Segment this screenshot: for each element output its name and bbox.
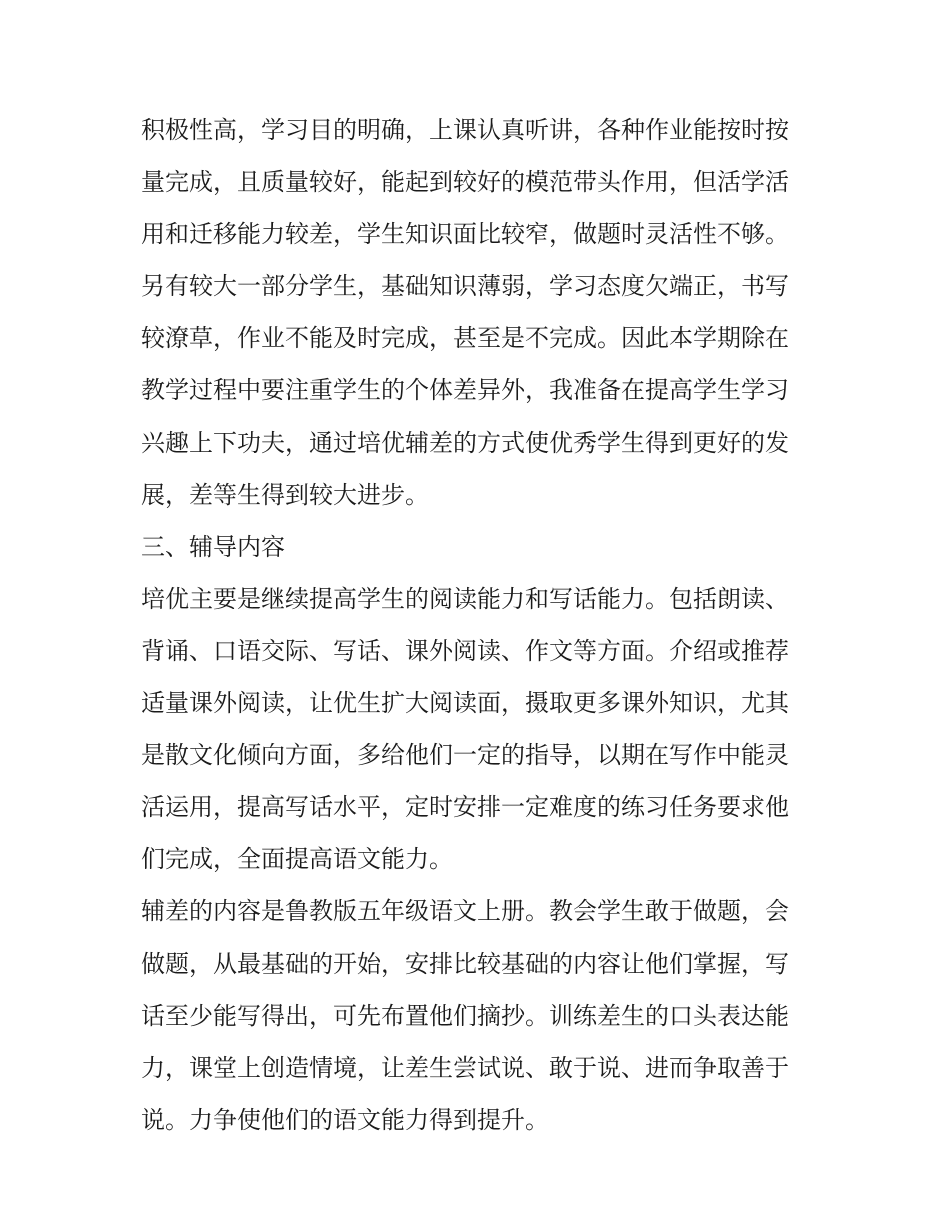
text-line: 较潦草，作业不能及时完成，甚至是不完成。因此本学期除在	[141, 324, 789, 353]
text-line: 们完成，全面提高语文能力。	[141, 845, 453, 874]
text-line: 说。力争使他们的语文能力得到提升。	[141, 1105, 549, 1134]
text-line: 教学过程中要注重学生的个体差异外，我准备在提高学生学习	[141, 376, 789, 405]
text-line: 是散文化倾向方面，多给他们一定的指导，以期在写作中能灵	[141, 741, 789, 770]
text-line: 力，课堂上创造情境，让差生尝试说、敢于说、进而争取善于	[141, 1053, 789, 1082]
text-line: 用和迁移能力较差，学生知识面比较窄，做题时灵活性不够。	[141, 220, 789, 249]
text-line: 做题，从最基础的开始，安排比较基础的内容让他们掌握，写	[141, 949, 789, 978]
text-line: 活运用，提高写话水平，定时安排一定难度的练习任务要求他	[141, 793, 789, 822]
section-heading: 三、辅导内容	[141, 532, 285, 561]
text-line: 另有较大一部分学生，基础知识薄弱，学习态度欠端正，书写	[141, 272, 789, 301]
text-line: 展，差等生得到较大进步。	[141, 480, 429, 509]
text-line: 辅差的内容是鲁教版五年级语文上册。教会学生敢于做题，会	[141, 897, 789, 926]
text-line: 背诵、口语交际、写话、课外阅读、作文等方面。介绍或推荐	[141, 636, 789, 665]
text-line: 积极性高，学习目的明确，上课认真听讲，各种作业能按时按	[141, 116, 789, 144]
text-line: 量完成，且质量较好，能起到较好的模范带头作用，但活学活	[141, 168, 789, 197]
document-body	[141, 104, 821, 1146]
text-line: 兴趣上下功夫，通过培优辅差的方式使优秀学生得到更好的发	[141, 428, 789, 457]
text-line: 话至少能写得出，可先布置他们摘抄。训练差生的口头表达能	[141, 1001, 789, 1030]
text-line: 培优主要是继续提高学生的阅读能力和写话能力。包括朗读、	[141, 584, 789, 613]
text-line: 适量课外阅读，让优生扩大阅读面，摄取更多课外知识，尤其	[141, 689, 789, 718]
